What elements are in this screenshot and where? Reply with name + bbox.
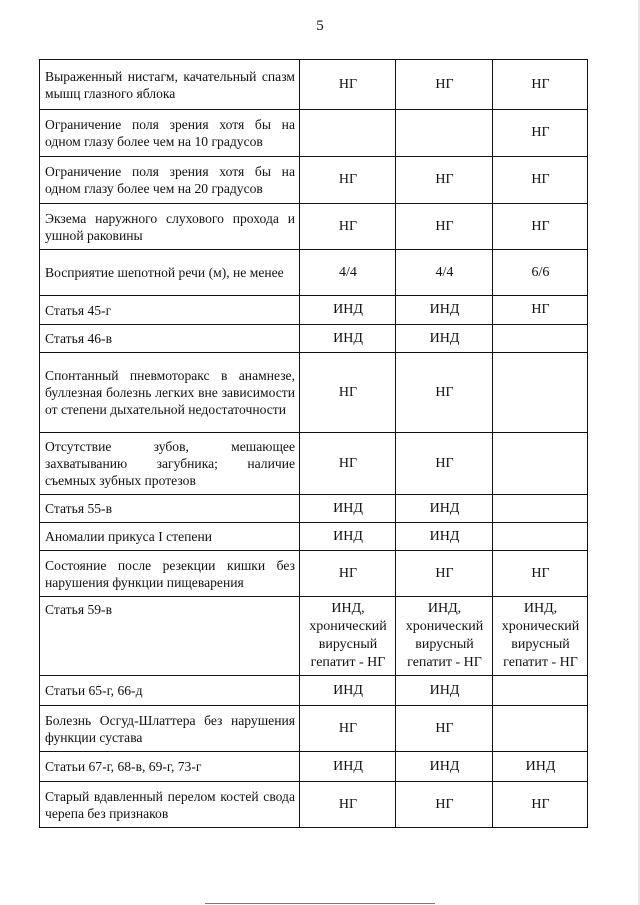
condition-cell: Статья 46-в — [40, 325, 300, 353]
value-col2: ИНД — [396, 296, 493, 325]
value-col3: НГ — [493, 782, 588, 828]
value-col1: ИНД — [300, 325, 396, 353]
value-col3 — [493, 433, 588, 495]
value-col2: НГ — [396, 706, 493, 752]
value-col3 — [493, 523, 588, 551]
value-col2: ИНД, хронический вирусный гепатит - НГ — [396, 597, 493, 676]
value-col3 — [493, 495, 588, 523]
table-row — [40, 706, 588, 752]
value-col1: ИНД — [300, 523, 396, 551]
value-col2 — [396, 110, 493, 157]
table-row — [40, 597, 588, 676]
condition-cell: Выраженный нистагм, качательный спазм мышц глазного яблока — [40, 60, 300, 110]
value-col1: НГ — [300, 157, 396, 204]
value-col2: ИНД — [396, 676, 493, 706]
value-col3: ИНД, хронический вирусный гепатит - НГ — [493, 597, 588, 676]
condition-cell: Спонтанный пневмоторакс в анамнезе, буллезная болезнь легких вне зависимости от степени дыхательной недостаточности — [40, 353, 300, 433]
condition-cell: Отсутствие зубов, мешающее захватыванию загубника; наличие съемных зубных протезов — [40, 433, 300, 495]
value-col2: НГ — [396, 60, 493, 110]
table-row — [40, 676, 588, 706]
value-col2: НГ — [396, 433, 493, 495]
condition-cell: Ограничение поля зрения хотя бы на одном глазу более чем на 10 градусов — [40, 110, 300, 157]
value-col1: ИНД, хронический вирусный гепатит - НГ — [300, 597, 396, 676]
table-row — [40, 110, 588, 157]
value-col1 — [300, 110, 396, 157]
value-col1: НГ — [300, 433, 396, 495]
table-row — [40, 782, 588, 828]
value-col2: НГ — [396, 353, 493, 433]
value-col1: ИНД — [300, 296, 396, 325]
value-col3: НГ — [493, 110, 588, 157]
page-number: 5 — [316, 18, 324, 34]
table-row — [40, 204, 588, 250]
value-col1: НГ — [300, 60, 396, 110]
value-col3: 6/6 — [493, 250, 588, 296]
table-row — [40, 325, 588, 353]
table-row — [40, 495, 588, 523]
condition-cell: Статьи 67-г, 68-в, 69-г, 73-г — [40, 752, 300, 782]
value-col3 — [493, 706, 588, 752]
table-row — [40, 551, 588, 597]
value-col1: 4/4 — [300, 250, 396, 296]
table-row — [40, 250, 588, 296]
value-col1: НГ — [300, 706, 396, 752]
value-col3: НГ — [493, 551, 588, 597]
value-col1: НГ — [300, 353, 396, 433]
condition-cell: Аномалии прикуса I степени — [40, 523, 300, 551]
value-col1: НГ — [300, 782, 396, 828]
value-col3: НГ — [493, 204, 588, 250]
condition-cell: Статья 59-в — [40, 597, 300, 676]
value-col2: ИНД — [396, 523, 493, 551]
value-col2: ИНД — [396, 495, 493, 523]
footer-divider — [205, 903, 435, 904]
table-row — [40, 60, 588, 110]
condition-cell: Статьи 65-г, 66-д — [40, 676, 300, 706]
value-col2: НГ — [396, 157, 493, 204]
value-col2: НГ — [396, 204, 493, 250]
requirements-table — [39, 59, 588, 828]
table-row — [40, 523, 588, 551]
condition-cell: Восприятие шепотной речи (м), не менее — [40, 250, 300, 296]
condition-cell: Болезнь Осгуд-Шлаттера без нарушения функции сустава — [40, 706, 300, 752]
table-row — [40, 752, 588, 782]
condition-cell: Экзема наружного слухового прохода и ушной раковины — [40, 204, 300, 250]
value-col3 — [493, 353, 588, 433]
condition-cell: Статья 45-г — [40, 296, 300, 325]
value-col2: 4/4 — [396, 250, 493, 296]
table-row — [40, 433, 588, 495]
table-row — [40, 353, 588, 433]
value-col3: НГ — [493, 157, 588, 204]
value-col3: ИНД — [493, 752, 588, 782]
value-col3 — [493, 676, 588, 706]
condition-cell: Старый вдавленный перелом костей свода черепа без признаков — [40, 782, 300, 828]
value-col1: ИНД — [300, 752, 396, 782]
condition-cell: Состояние после резекции кишки без нарушения функции пищеварения — [40, 551, 300, 597]
condition-cell: Ограничение поля зрения хотя бы на одном глазу более чем на 20 градусов — [40, 157, 300, 204]
value-col1: НГ — [300, 551, 396, 597]
value-col2: ИНД — [396, 752, 493, 782]
value-col3: НГ — [493, 296, 588, 325]
value-col3: НГ — [493, 60, 588, 110]
table-row — [40, 157, 588, 204]
table-row — [40, 296, 588, 325]
value-col1: ИНД — [300, 676, 396, 706]
value-col2: НГ — [396, 551, 493, 597]
value-col1: НГ — [300, 204, 396, 250]
value-col2: НГ — [396, 782, 493, 828]
value-col3 — [493, 325, 588, 353]
value-col1: ИНД — [300, 495, 396, 523]
condition-cell: Статья 55-в — [40, 495, 300, 523]
value-col2: ИНД — [396, 325, 493, 353]
